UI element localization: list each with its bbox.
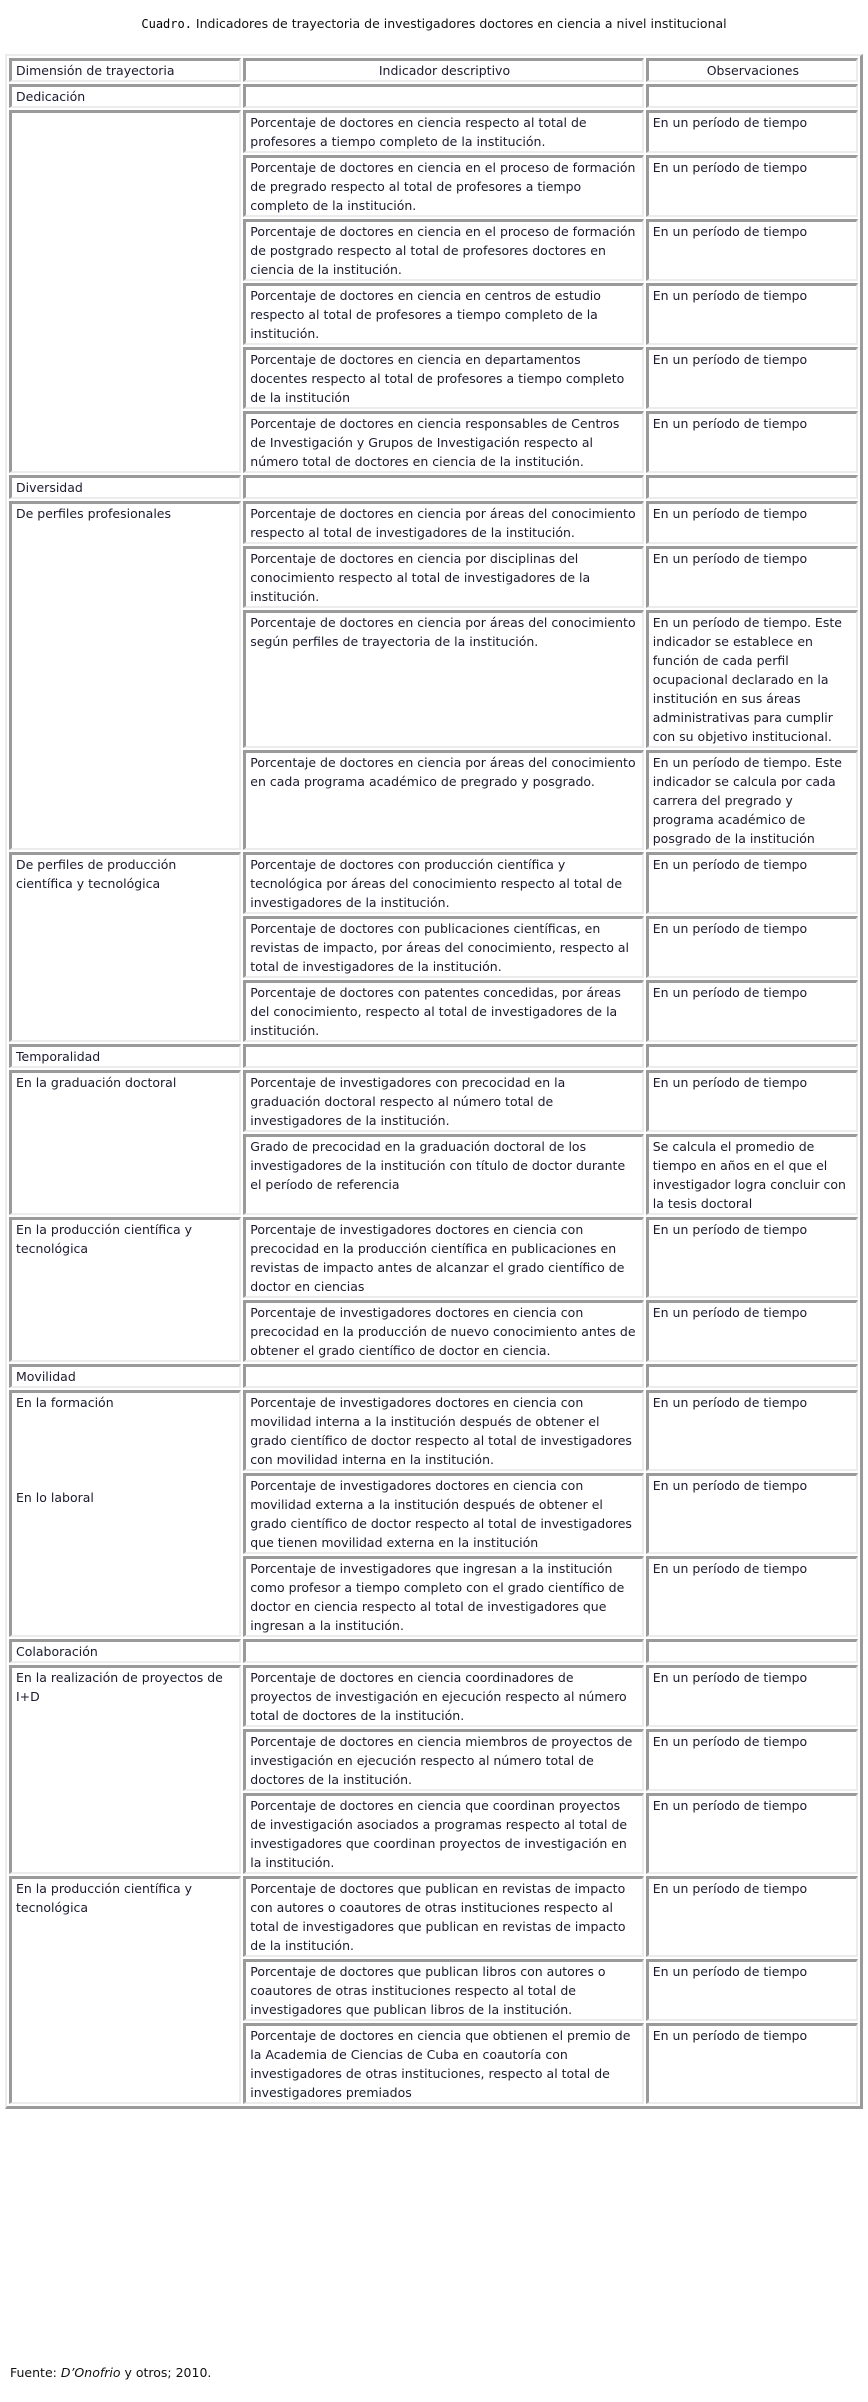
dimension-label: Movilidad [9,1364,241,1388]
observation-cell: En un período de tiempo [646,1876,858,1957]
observation-cell: En un período de tiempo [646,2023,858,2104]
indicator-cell: Porcentaje de doctores en ciencia por áreas del conocimiento según perfiles de trayectoria de la institución. [243,610,643,748]
dimension-row [9,1639,858,1663]
source-note [10,2365,211,2380]
observation-cell: En un período de tiempo [646,980,858,1042]
observation-cell: En un período de tiempo [646,1665,858,1727]
observation-cell: En un período de tiempo [646,501,858,544]
empty-cell [243,84,643,108]
group-label: En la producción científica y tecnológica [9,1876,241,2104]
observation-cell: En un período de tiempo [646,1729,858,1791]
source-suffix: y otros; 2010. [120,2365,212,2380]
indicator-cell: Porcentaje de doctores en ciencia en el proceso de formación de postgrado respecto al total de profesores doctores en ciencia de la institución. [243,219,643,281]
observation-cell: En un período de tiempo [646,546,858,608]
table-row [9,1390,858,1471]
dimension-row [9,475,858,499]
group-label-laboral: En lo laboral [16,1490,94,1505]
indicator-cell: Porcentaje de doctores que publican libros con autores o coautores de otras instituciones respecto al total de investigadores que publican libros de la institución. [243,1959,643,2021]
table-row [9,1070,858,1132]
table-row [9,1876,858,1957]
empty-cell [646,1044,858,1068]
dimension-row [9,1364,858,1388]
table-row [9,110,858,153]
table-header-row [9,58,858,82]
indicators-table [5,54,863,2109]
header-indicator: Indicador descriptivo [243,58,643,82]
observation-cell: En un período de tiempo [646,1390,858,1471]
observation-cell: En un período de tiempo [646,1959,858,2021]
group-label-formacion: En la formación [16,1395,114,1410]
observation-cell: En un período de tiempo [646,411,858,473]
table-row [9,1665,858,1727]
empty-cell [646,475,858,499]
observation-cell: En un período de tiempo [646,110,858,153]
dimension-label: Diversidad [9,475,241,499]
observation-cell: En un período de tiempo [646,1793,858,1874]
indicator-cell: Porcentaje de doctores en ciencia respecto al total de profesores a tiempo completo de la institución. [243,110,643,153]
indicator-cell: Porcentaje de doctores en ciencia coordinadores de proyectos de investigación en ejecución respecto al número total de doctores de la institución. [243,1665,643,1727]
indicator-cell: Porcentaje de doctores con patentes concedidas, por áreas del conocimiento, respecto al total de investigadores de la institución. [243,980,643,1042]
observation-cell: En un período de tiempo [646,283,858,345]
source-author: D’Onofrio [60,2365,121,2380]
group-label: De perfiles de producción científica y tecnológica [9,852,241,1042]
indicator-cell: Porcentaje de doctores que publican en revistas de impacto con autores o coautores de otras instituciones respecto al total de investigadores que publican en revistas de impacto de la institución. [243,1876,643,1957]
observation-cell: En un período de tiempo [646,1473,858,1554]
observation-cell: En un período de tiempo [646,1217,858,1298]
indicator-cell: Porcentaje de doctores en ciencia que obtienen el premio de la Academia de Ciencias de Cuba en coautoría con investigadores de otras instituciones, respecto al total de investigadores premiados [243,2023,643,2104]
empty-cell [243,1044,643,1068]
empty-cell [243,1364,643,1388]
dimension-label: Dedicación [9,84,241,108]
table-row [9,501,858,544]
observation-cell: En un período de tiempo [646,1300,858,1362]
indicator-cell: Porcentaje de investigadores con precocidad en la graduación doctoral respecto al número total de investigadores de la institución. [243,1070,643,1132]
indicator-cell: Porcentaje de doctores en ciencia por áreas del conocimiento respecto al total de investigadores de la institución. [243,501,643,544]
source-prefix: Fuente: [10,2365,61,2380]
indicator-cell: Porcentaje de doctores en ciencia responsables de Centros de Investigación y Grupos de Investigación respecto al número total de doctores en ciencia de la institución. [243,411,643,473]
indicator-cell: Grado de precocidad en la graduación doctoral de los investigadores de la institución con título de doctor durante el período de referencia [243,1134,643,1215]
observation-cell: En un período de tiempo [646,347,858,409]
indicator-cell: Porcentaje de investigadores doctores en ciencia con movilidad externa a la institución después de obtener el grado científico de doctor respecto al total de investigadores que tienen movilidad externa en la institución [243,1473,643,1554]
observation-cell: En un período de tiempo [646,852,858,914]
indicator-cell: Porcentaje de doctores en ciencia que coordinan proyectos de investigación asociados a programas respecto al total de investigadores que coordinan proyectos de investigación en la institución. [243,1793,643,1874]
observation-cell: Se calcula el promedio de tiempo en años en el que el investigador logra concluir con la tesis doctoral [646,1134,858,1215]
empty-cell [243,475,643,499]
indicator-cell: Porcentaje de doctores con publicaciones científicas, en revistas de impacto, por áreas del conocimiento, respecto al total de investigadores de la institución. [243,916,643,978]
group-label [9,110,241,473]
dimension-label: Colaboración [9,1639,241,1663]
indicator-cell: Porcentaje de investigadores que ingresan a la institución como profesor a tiempo completo con el grado científico de doctor en ciencia respecto al total de investigadores que ingresan a la institución. [243,1556,643,1637]
group-label: En la producción científica y tecnológica [9,1217,241,1362]
caption-text: Indicadores de trayectoria de investigadores doctores en ciencia a nivel institucional [191,16,727,31]
indicator-cell: Porcentaje de investigadores doctores en ciencia con precocidad en la producción científica en publicaciones en revistas de impacto antes de alcanzar el grado científico de doctor en ciencias [243,1217,643,1298]
table-row [9,1217,858,1298]
empty-cell [646,1364,858,1388]
indicator-cell: Porcentaje de doctores en ciencia en el proceso de formación de pregrado respecto al total de profesores a tiempo completo de la institución. [243,155,643,217]
observation-cell: En un período de tiempo [646,916,858,978]
empty-cell [646,1639,858,1663]
indicator-cell: Porcentaje de doctores en ciencia por áreas del conocimiento en cada programa académico de pregrado y posgrado. [243,750,643,850]
indicator-cell: Porcentaje de doctores con producción científica y tecnológica por áreas del conocimiento respecto al total de investigadores de la institución. [243,852,643,914]
dimension-row [9,84,858,108]
group-label [9,1390,241,1637]
caption-lead: Cuadro. [141,17,192,31]
empty-cell [646,84,858,108]
indicator-cell: Porcentaje de doctores en ciencia en centros de estudio respecto al total de profesores a tiempo completo de la institución. [243,283,643,345]
header-dimension: Dimensión de trayectoria [9,58,241,82]
empty-cell [243,1639,643,1663]
observation-cell: En un período de tiempo [646,219,858,281]
observation-cell: En un período de tiempo [646,155,858,217]
spacer [16,1412,236,1488]
observation-cell: En un período de tiempo [646,1556,858,1637]
table-caption [0,15,868,33]
group-label: En la graduación doctoral [9,1070,241,1215]
indicator-cell: Porcentaje de doctores en ciencia miembros de proyectos de investigación en ejecución respecto al número total de doctores de la institución. [243,1729,643,1791]
dimension-label: Temporalidad [9,1044,241,1068]
indicator-cell: Porcentaje de doctores en ciencia por disciplinas del conocimiento respecto al total de investigadores de la institución. [243,546,643,608]
group-label: De perfiles profesionales [9,501,241,850]
table-row [9,852,858,914]
observation-cell: En un período de tiempo. Este indicador se calcula por cada carrera del pregrado y programa académico de posgrado de la institución [646,750,858,850]
indicator-cell: Porcentaje de doctores en ciencia en departamentos docentes respecto al total de profesores a tiempo completo de la institución [243,347,643,409]
dimension-row [9,1044,858,1068]
observation-cell: En un período de tiempo [646,1070,858,1132]
indicator-cell: Porcentaje de investigadores doctores en ciencia con precocidad en la producción de nuevo conocimiento antes de obtener el grado científico de doctor en ciencia. [243,1300,643,1362]
indicator-cell: Porcentaje de investigadores doctores en ciencia con movilidad interna a la institución después de obtener el grado científico de doctor respecto al total de investigadores con movilidad interna en la institución. [243,1390,643,1471]
header-observations: Observaciones [646,58,858,82]
observation-cell: En un período de tiempo. Este indicador se establece en función de cada perfil ocupacional declarado en la institución en sus áreas administrativas para cumplir con su objetivo institucional. [646,610,858,748]
group-label: En la realización de proyectos de I+D [9,1665,241,1874]
